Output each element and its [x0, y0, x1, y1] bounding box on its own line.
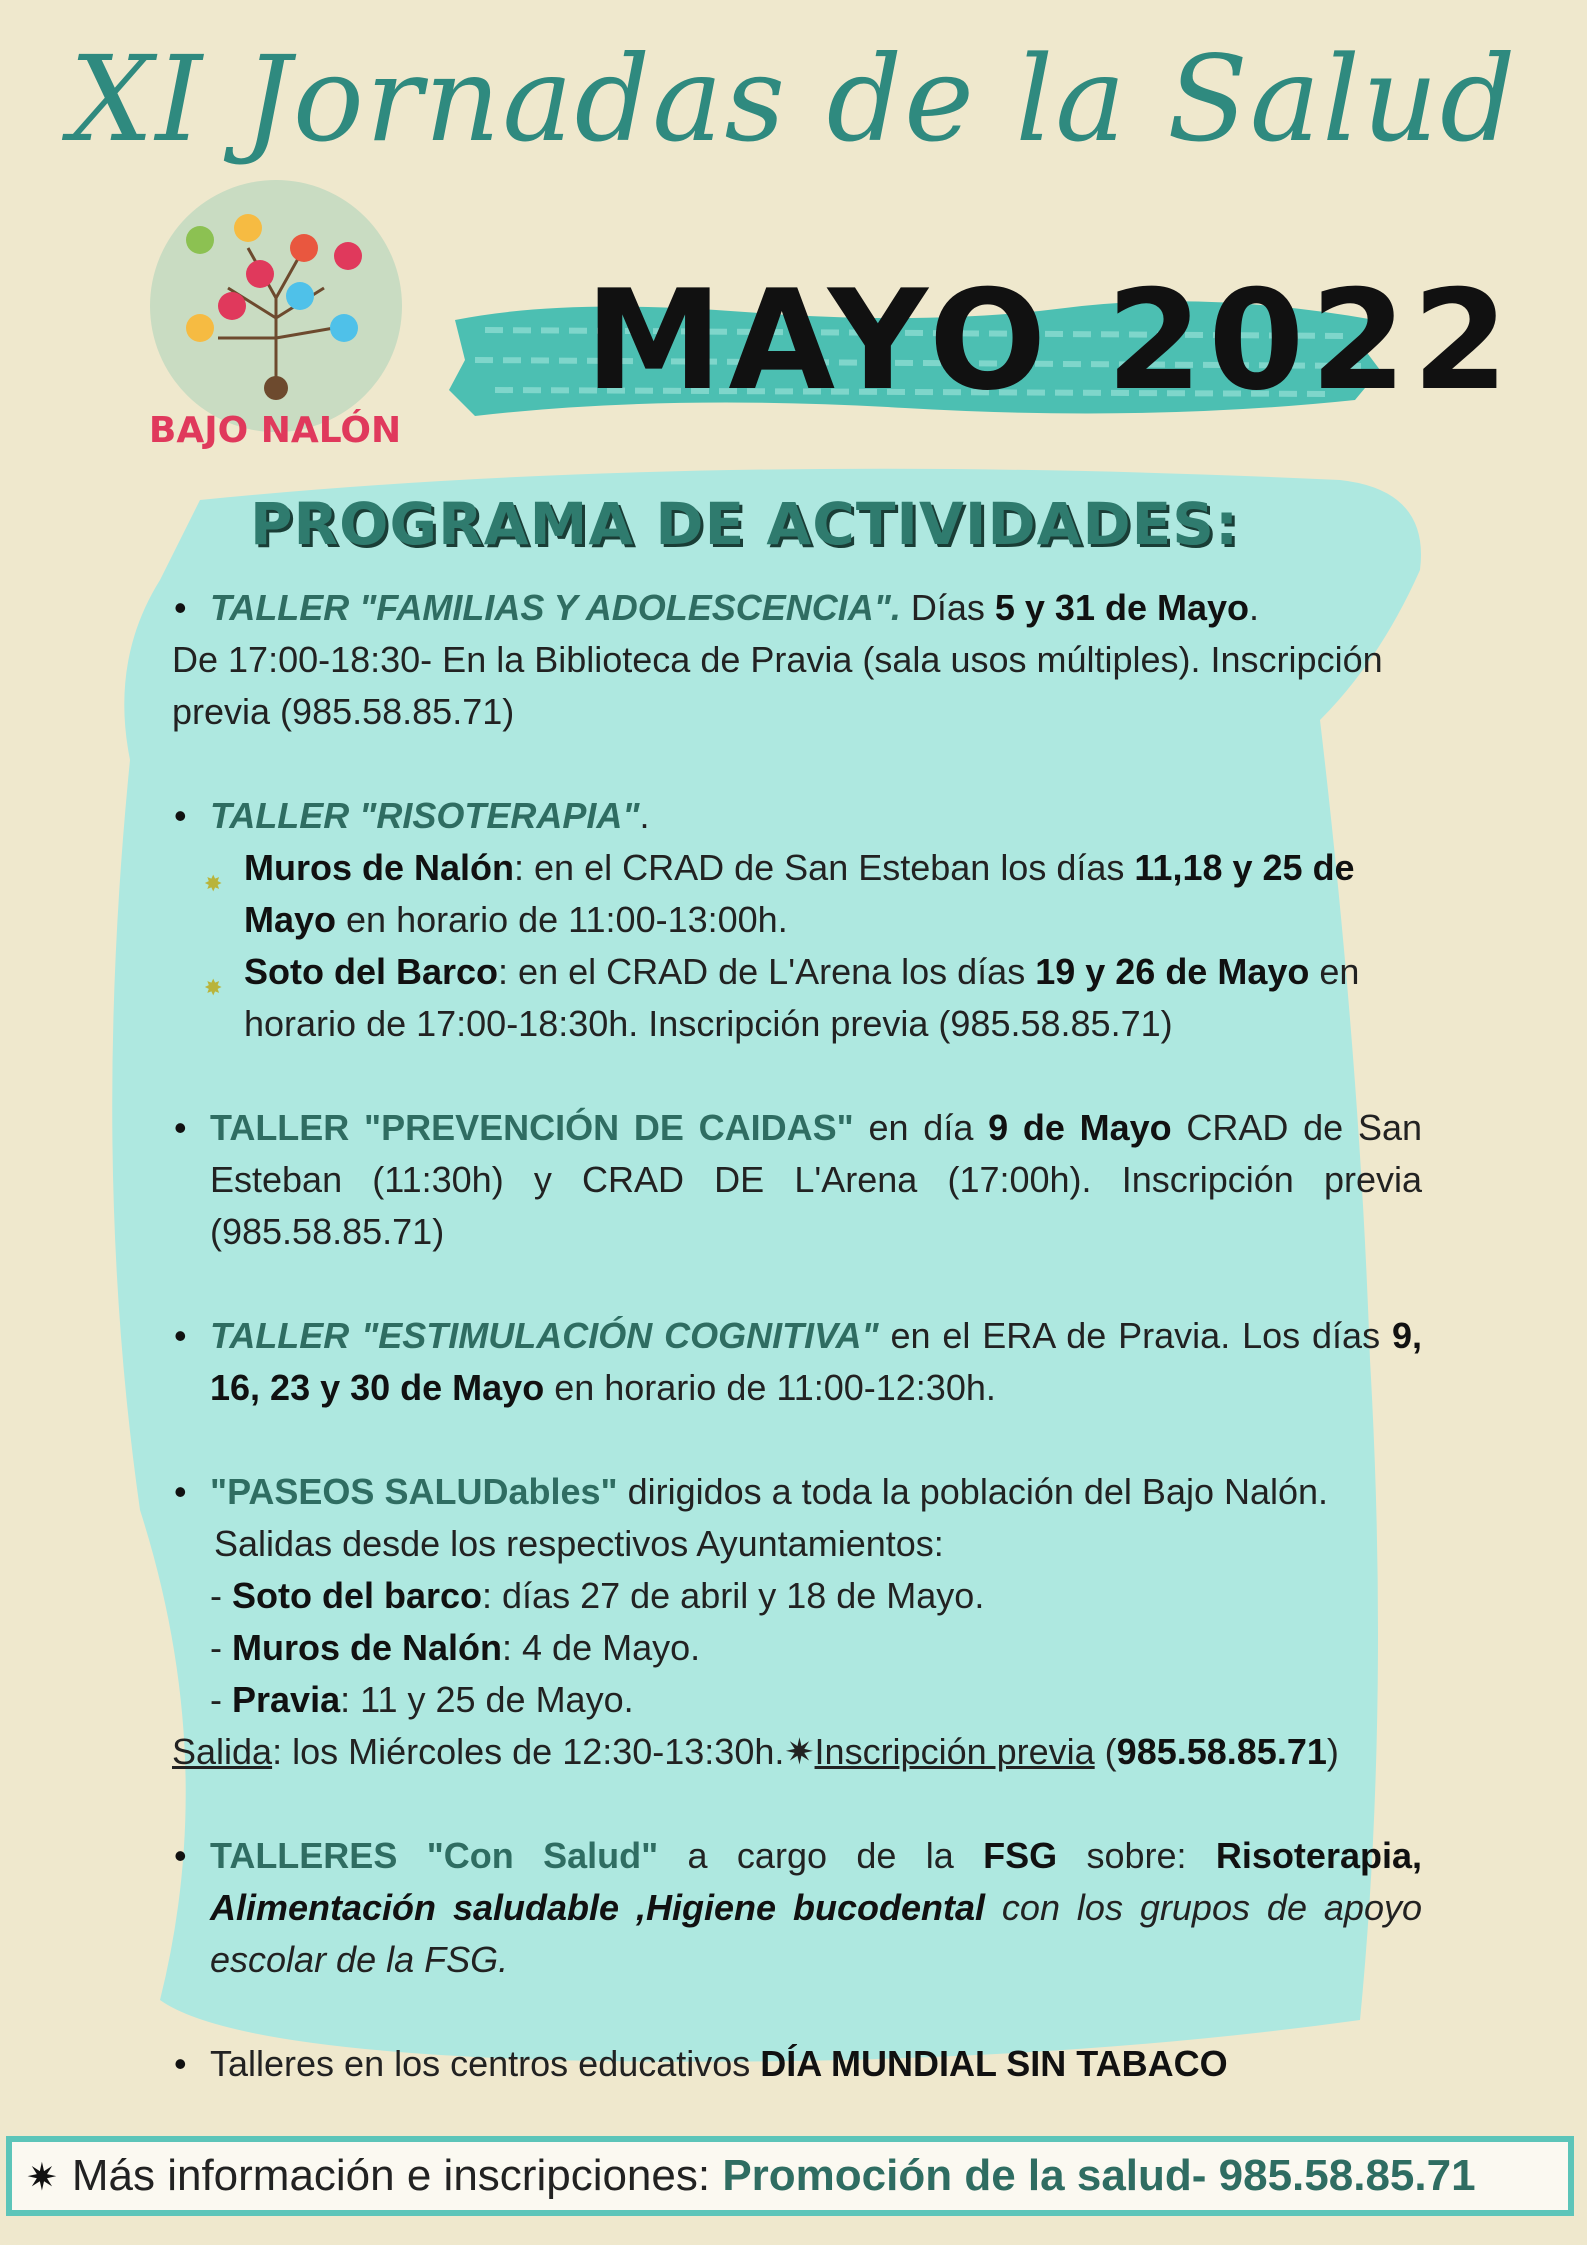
star-icon: ✷: [26, 2157, 58, 2199]
consalud-title: TALLERES "Con Salud": [210, 1835, 659, 1876]
cognitiva-hours: en horario de 11:00-12:30h.: [544, 1367, 996, 1408]
star-icon: ✷: [784, 1731, 815, 1772]
paseos-title: "PASEOS SALUDables": [210, 1471, 618, 1512]
footer-contact: Promoción de la salud- 985.58.85.71: [722, 2151, 1476, 2200]
risoterapia-dot: .: [639, 795, 650, 836]
inscripcion-link: Inscripción previa: [814, 1731, 1095, 1772]
muros-text: : en el CRAD de San Esteban los días: [514, 847, 1135, 888]
dash: -: [210, 1679, 232, 1720]
list-item-caidas: [172, 1102, 1422, 1258]
footer-info: [6, 2136, 1574, 2216]
soto-text: : en el CRAD de L'Arena los días: [498, 951, 1036, 992]
paseos-pravia: [172, 1674, 1422, 1726]
paseos-soto-text: : días 27 de abril y 18 de Mayo.: [482, 1575, 985, 1616]
paseos-text: dirigidos a toda la población del Bajo Nalón.: [617, 1471, 1329, 1512]
page-title: XI Jornadas de la Salud: [69, 30, 1518, 168]
phone-number: 985.58.85.71: [1116, 1731, 1327, 1772]
risoterapia-muros: [204, 842, 1422, 946]
paseos-pravia-place: Pravia: [232, 1679, 341, 1720]
program-heading: PROGRAMA DE ACTIVIDADES:: [250, 490, 1240, 558]
paseos-muros: [172, 1622, 1422, 1674]
list-item-consalud: [172, 1830, 1422, 1986]
paseos-salida: [172, 1726, 1422, 1778]
month-year: MAYO 2022: [585, 260, 1515, 421]
sparkle-icon: ✸: [204, 871, 223, 896]
cognitiva-days: 9, 16, 23 y 30 de Mayo: [210, 1315, 1422, 1408]
paseos-pravia-text: : 11 y 25 de Mayo.: [340, 1679, 634, 1720]
caidas-title: TALLER "PREVENCIÓN DE CAIDAS": [210, 1107, 854, 1148]
consalud-sobre: sobre:: [1057, 1835, 1216, 1876]
paseos-line2: Salidas desde los respectivos Ayuntamientos:: [214, 1523, 944, 1564]
footer-text: Más información e inscripciones:: [71, 2151, 723, 2200]
tabaco-text: Talleres en los centros educativos: [210, 2043, 761, 2084]
list-item-paseos: [172, 1466, 1422, 1778]
familias-dot: .: [1249, 587, 1260, 628]
soto-days: 19 y 26 de Mayo: [1035, 951, 1310, 992]
caidas-text: en día: [853, 1107, 989, 1148]
muros-hours: en horario de 11:00-13:00h.: [336, 899, 788, 940]
dash: -: [210, 1575, 232, 1616]
logo-text: BAJO NALÓN: [148, 410, 402, 451]
list-item-familias: [172, 582, 1422, 738]
familias-days-prefix: Días: [900, 587, 995, 628]
consalud-groups: con los grupos de apoyo escolar de la FSG.: [210, 1887, 1422, 1980]
list-item-tabaco: [172, 2038, 1422, 2090]
consalud-text: a cargo de la: [658, 1835, 984, 1876]
soto-hours: en horario de 17:00-18:30h. Inscripción previa (985.58.85.71): [244, 951, 1360, 1044]
paseos-soto: [172, 1570, 1422, 1622]
muros-days: 11,18 y 25 de Mayo: [244, 847, 1355, 940]
list-item-risoterapia: [172, 790, 1422, 1050]
familias-days: 5 y 31 de Mayo: [994, 587, 1250, 628]
bajo-nalon-logo: [148, 178, 404, 434]
caidas-detail: CRAD de San Esteban (11:30h) y CRAD DE L'Arena (17:00h). Inscripción previa (985.58.85.71): [210, 1107, 1423, 1252]
paren-open: (: [1094, 1731, 1117, 1772]
risoterapia-title: TALLER "RISOTERAPIA": [210, 795, 640, 836]
muros-place: Muros de Nalón: [244, 847, 515, 888]
dash: -: [210, 1627, 232, 1668]
salida-text: : los Miércoles de 12:30-13:30h.: [272, 1731, 785, 1772]
paseos-muros-text: : 4 de Mayo.: [502, 1627, 701, 1668]
topic-risoterapia: Risoterapia,: [1215, 1835, 1422, 1876]
paren-close: ): [1326, 1731, 1339, 1772]
fsg: FSG: [983, 1835, 1058, 1876]
topics: Alimentación saludable ,Higiene bucodental: [210, 1887, 985, 1928]
salida-label: Salida: [172, 1731, 273, 1772]
risoterapia-soto: [204, 946, 1422, 1050]
cognitiva-text: en el ERA de Pravia. Los días: [878, 1315, 1392, 1356]
list-item-cognitiva: [172, 1310, 1422, 1414]
familias-title: TALLER "FAMILIAS Y ADOLESCENCIA".: [210, 587, 901, 628]
cognitiva-title: TALLER "ESTIMULACIÓN COGNITIVA": [210, 1315, 879, 1356]
activities-list: [172, 582, 1422, 2142]
soto-place: Soto del Barco: [244, 951, 499, 992]
paseos-soto-place: Soto del barco: [232, 1575, 483, 1616]
paseos-muros-place: Muros de Nalón: [232, 1627, 503, 1668]
caidas-day: 9 de Mayo: [988, 1107, 1172, 1148]
familias-detail: De 17:00-18:30- En la Biblioteca de Pravia (sala usos múltiples). Inscripción previa (985.58.85.71): [172, 639, 1383, 732]
tabaco-bold: DÍA MUNDIAL SIN TABACO: [760, 2043, 1228, 2084]
sparkle-icon: ✸: [204, 975, 223, 1000]
